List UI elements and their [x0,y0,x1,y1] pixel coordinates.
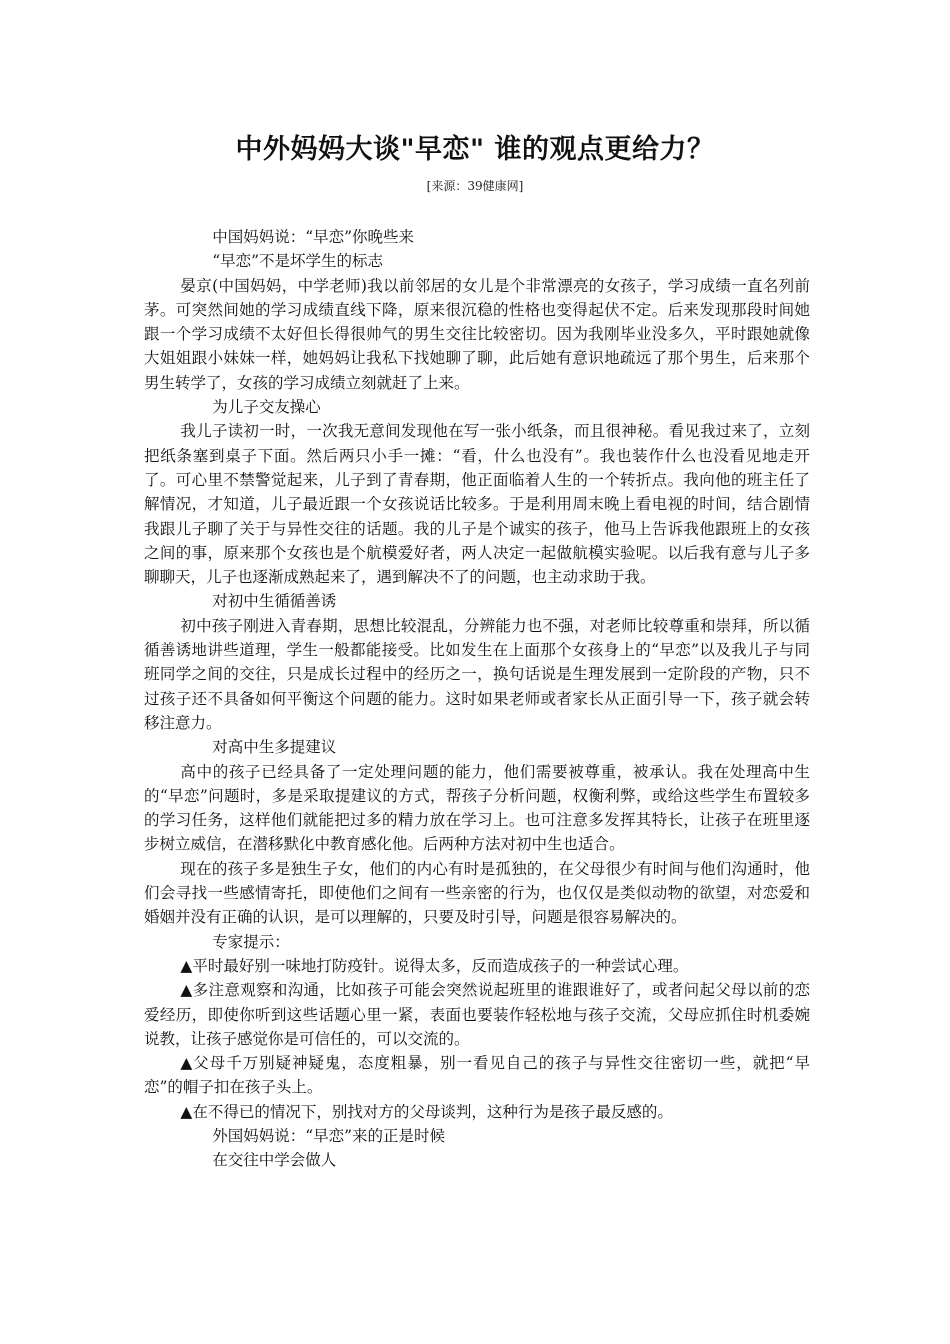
tip-paragraph: ▲在不得已的情况下，别找对方的父母谈判，这种行为是孩子最反感的。 [180,1102,673,1121]
section-heading: 对初中生循循善诱 [212,592,337,611]
body-paragraph: 现在的孩子多是独生子女，他们的内心有时是孤独的，在父母很少有时间与他们沟通时，他们会寻找一些感情寄托，即使他们之间有一些亲密的行为，也仅仅是类似动物的欲望，对恋爱和婚姻并没有正确的认识，是可以理解的，只要及时引导，问题是很容易解决的。 [144,859,810,927]
section-heading: “早恋”不是坏学生的标志 [212,252,384,271]
article-source: [来源：39健康网] [426,179,524,193]
section-heading: 专家提示： [212,932,290,951]
section-heading: 为儿子交友操心 [212,398,321,417]
tip-paragraph: ▲父母千万别疑神疑鬼，态度粗暴，别一看见自己的孩子与异性交往密切一些，就把“早恋”的帽子扣在孩子头上。 [144,1054,810,1097]
section-heading: 对高中生多提建议 [212,738,337,757]
tip-paragraph: ▲平时最好别一味地打防疫针。说得太多，反而造成孩子的一种尝试心理。 [180,956,689,975]
tip-paragraph: ▲多注意观察和沟通，比如孩子可能会突然说起班里的谁跟谁好了，或者问起父母以前的恋爱经历，即使你听到这些话题心里一紧，表面也要装作轻松地与孩子交流，父母应抓住时机委婉说教，让孩子感觉你是可信任的，可以交流的。 [144,981,810,1048]
article-title: 中外妈妈大谈"早恋" 谁的观点更给力？ [235,134,715,165]
body-paragraph: 晏京(中国妈妈，中学老师)我以前邻居的女儿是个非常漂亮的女孩子，学习成绩一直名列前茅。可突然间她的学习成绩直线下降，原来很沉稳的性格也变得起伏不定。后来发现那段时间她跟一个学习成绩不太好但长得很帅气的男生交往比较密切。因为我刚毕业没多久，平时跟她就像大姐姐跟小妹妹一样，她妈妈让我私下找她聊了聊，此后她有意识地疏远了那个男生，后来那个男生转学了，女孩的学习成绩立刻就赶了上来。 [144,276,810,392]
body-paragraph: 高中的孩子已经具备了一定处理问题的能力，他们需要被尊重，被承认。我在处理高中生的“早恋”问题时，多是采取提建议的方式，帮孩子分析问题，权衡利弊，或给这些学生布置较多的学习任务，这样他们就能把过多的精力放在学习上。也可注意多发挥其特长，让孩子在班里逐步树立威信，在潜移默化中教育感化他。后两种方法对初中生也适合。 [144,762,810,854]
section-heading: 在交往中学会做人 [212,1151,337,1170]
section-heading: 中国妈妈说：“早恋”你晚些来 [212,228,415,246]
body-paragraph: 初中孩子刚进入青春期，思想比较混乱，分辨能力也不强，对老师比较尊重和崇拜，所以循循善诱地讲些道理，学生一般都能接受。比如发生在上面那个女孩身上的“早恋”以及我儿子与同班同学之间的交往，只是成长过程中的经历之一，换句话说是生理发展到一定阶段的产物，只不过孩子还不具备如何平衡这个问题的能力。这时如果老师或者家长从正面引导一下，孩子就会转移注意力。 [144,616,810,732]
article-body [144,225,810,1173]
body-paragraph: 我儿子读初一时，一次我无意间发现他在写一张小纸条，而且很神秘。看见我过来了，立刻把纸条塞到桌子下面。然后两只小手一摊：“看，什么也没有”。我也装作什么也没看见地走开了。可心里不禁警觉起来，儿子到了青春期，他正面临着人生的一个转折点。我向他的班主任了解情况，才知道，儿子最近跟一个女孩说话比较多。于是利用周末晚上看电视的时间，结合剧情我跟儿子聊了关于与异性交往的话题。我的儿子是个诚实的孩子，他马上告诉我他跟班上的女孩之间的事，原来那个女孩也是个航模爱好者，两人决定一起做航模实验呢。以后我有意与儿子多聊聊天，儿子也逐渐成熟起来了，遇到解决不了的问题，也主动求助于我。 [144,422,810,587]
section-heading: 外国妈妈说：“早恋”来的正是时候 [212,1126,446,1145]
